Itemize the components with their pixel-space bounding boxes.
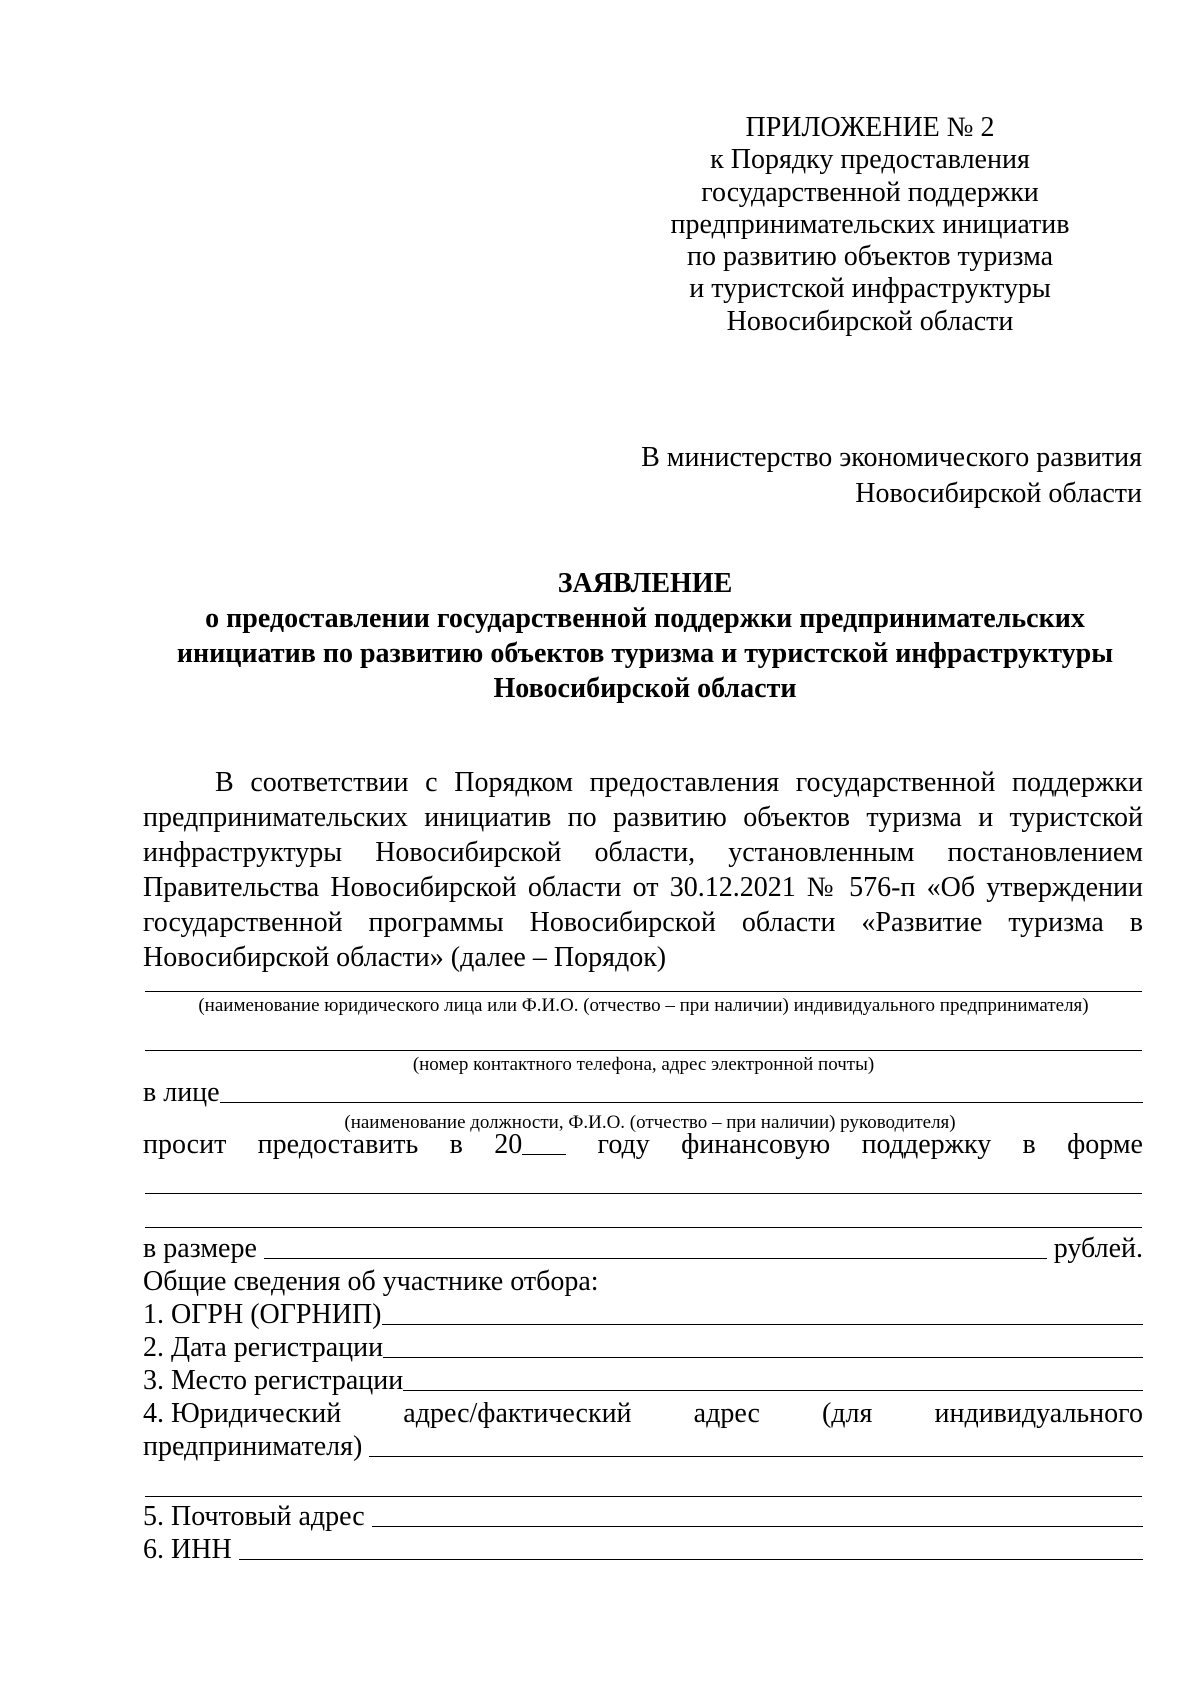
appendix-line: по развитию объектов туризма [686, 241, 1054, 273]
addressee-line: В министерство экономического развития [641, 442, 1142, 473]
ogrn-row [143, 1298, 1143, 1332]
general-info-row [143, 1265, 1143, 1299]
inn-label: 6. ИНН [143, 1534, 232, 1565]
request-word: году [597, 1129, 650, 1160]
request-word: в [449, 1129, 463, 1160]
legal-address-field-line-2[interactable] [145, 1496, 1142, 1497]
legal-address-cont-row [143, 1430, 1143, 1464]
applicant-name-line[interactable] [145, 991, 1142, 992]
request-word: в [1022, 1129, 1036, 1160]
title-line: Новосибирской области [493, 673, 797, 704]
year-field-line[interactable] [522, 1154, 566, 1155]
appendix-line: государственной поддержки [701, 176, 1039, 208]
addressee-line: Новосибирской области [855, 478, 1142, 509]
registration-place-field-line[interactable] [403, 1390, 1143, 1391]
request-word: просит [143, 1129, 227, 1160]
addressee-block [560, 440, 1142, 512]
intro-paragraph [143, 765, 1143, 975]
applicant-caption: (наименование юридического лица или Ф.И.О. (отчество – при наличии) индивидуального предпринимателя) [198, 995, 1089, 1016]
appendix-line: и туристской инфраструктуры [689, 273, 1051, 305]
legal-address-field-line[interactable] [369, 1456, 1143, 1457]
document-title [140, 566, 1150, 706]
inn-field-line[interactable] [239, 1559, 1143, 1560]
contacts-line[interactable] [145, 1050, 1142, 1051]
support-form-line-2[interactable] [145, 1227, 1142, 1228]
year-prefix: 20 [494, 1129, 523, 1160]
legal-address-word: адрес/фактический [403, 1398, 632, 1429]
legal-address-word: индивидуального [934, 1398, 1143, 1429]
general-info-label: Общие сведения об участнике отбора: [143, 1266, 599, 1297]
request-word: предоставить [257, 1129, 419, 1160]
request-row [143, 1128, 1143, 1162]
in-person-row [143, 1076, 1143, 1110]
ogrn-field-line[interactable] [382, 1324, 1144, 1325]
inn-row [143, 1533, 1143, 1567]
in-person-label: в лице [143, 1077, 220, 1108]
postal-address-field-line[interactable] [372, 1526, 1143, 1527]
head-field-line[interactable] [220, 1102, 1143, 1103]
amount-row [143, 1232, 1143, 1266]
registration-place-label: 3. Место регистрации [143, 1365, 404, 1396]
appendix-line: предпринимательских инициатив [670, 208, 1070, 240]
legal-address-row [143, 1397, 1143, 1431]
registration-date-label: 2. Дата регистрации [143, 1332, 384, 1363]
appendix-number: ПРИЛОЖЕНИЕ № 2 [745, 112, 995, 143]
appendix-line: к Порядку предоставления [710, 144, 1030, 176]
amount-unit: рублей. [1053, 1233, 1143, 1264]
legal-address-word: 4. Юридический [143, 1398, 342, 1429]
appendix-line: Новосибирской области [726, 305, 1014, 337]
intro-text: В соответствии с Порядком предоставления государственной поддержки предпринимательских инициатив по развитию объектов туризма и туристской инфраструктуры Новосибирской области, установленным постановлением Правительства Новосибирской области от 30.12.2021 № 576-п «Об утверждении государственной программы Новосибирской области «Развитие туризма в Новосибирской области» (далее – Порядок) [143, 767, 1143, 973]
registration-date-field-line[interactable] [383, 1357, 1143, 1358]
support-form-line-1[interactable] [145, 1193, 1142, 1194]
legal-address-cont-label: предпринимателя) [143, 1431, 363, 1462]
request-word: форме [1067, 1129, 1143, 1160]
request-word: финансовую [681, 1129, 831, 1160]
registration-place-row [143, 1364, 1143, 1398]
contacts-caption: (номер контактного телефона, адрес электронной почты) [412, 1054, 875, 1075]
amount-field-line[interactable] [264, 1258, 1047, 1259]
appendix-header [630, 112, 1110, 338]
postal-address-row [143, 1500, 1143, 1534]
legal-address-word: (для [821, 1398, 873, 1429]
title-main: ЗАЯВЛЕНИЕ [557, 568, 733, 599]
postal-address-label: 5. Почтовый адрес [143, 1501, 365, 1532]
title-line: инициатив по развитию объектов туризма и туристской инфраструктуры [176, 638, 1114, 669]
amount-label: в размере [143, 1233, 257, 1264]
year-field [494, 1128, 566, 1162]
legal-address-word: адрес [693, 1398, 760, 1429]
request-word: поддержку [861, 1129, 992, 1160]
ogrn-label: 1. ОГРН (ОГРНИП) [143, 1299, 382, 1330]
registration-date-row [143, 1331, 1143, 1365]
title-line: о предоставлении государственной поддержки предпринимательских [205, 603, 1085, 634]
head-caption: (наименование должности, Ф.И.О. (отчество – при наличии) руководителя) [344, 1112, 956, 1133]
